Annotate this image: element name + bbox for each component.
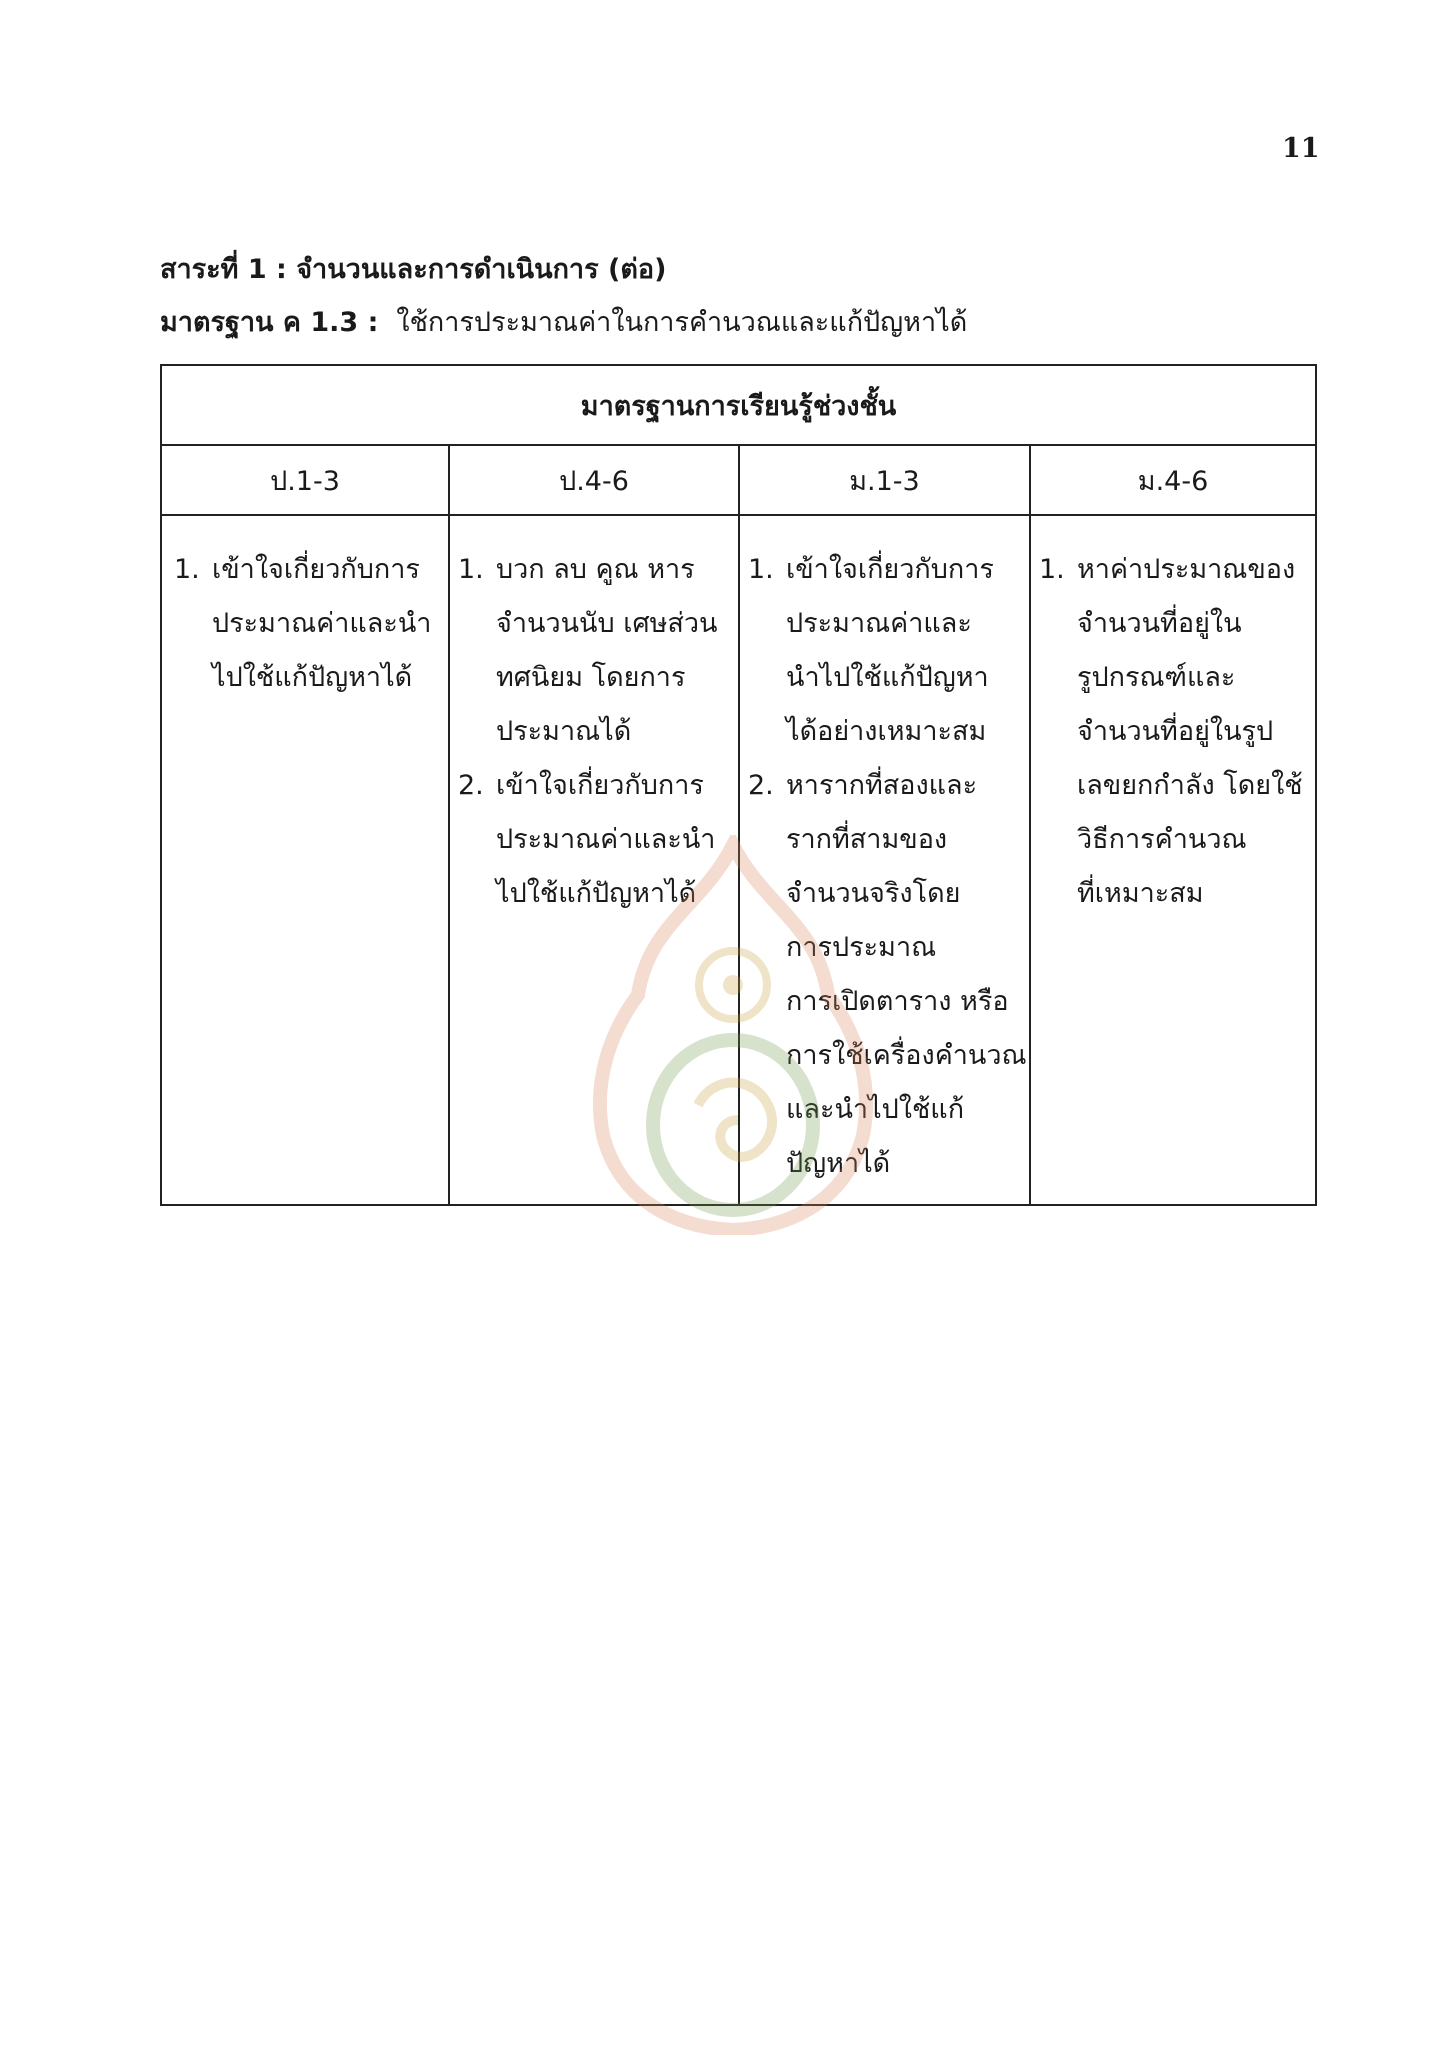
level-header: ป.1-3 [161,445,449,515]
item-text [496,543,738,759]
item-text [212,543,448,705]
page-number: 11 [1282,133,1320,164]
level-header: ม.4-6 [1030,445,1316,515]
item-number: 1. [748,554,774,585]
item-line: ที่เหมาะสม [1077,878,1204,909]
item-list [748,516,1029,1191]
item-line: หาค่าประมาณของ [1077,554,1296,585]
item-text [786,543,1029,759]
item-line: และนำไปใช้แก้ [786,1094,965,1125]
table-title-row [161,365,1316,445]
level-cell [739,515,1030,1205]
strand-heading: สาระที่ 1 : จำนวนและการดำเนินการ (ต่อ) [160,254,667,285]
item-number: 1. [458,554,484,585]
item-line: จำนวนจริงโดย [786,878,961,909]
item-line: เข้าใจเกี่ยวกับการ [786,554,994,585]
learning-standards-table [160,364,1317,1206]
item-line: ไปใช้แก้ปัญหาได้ [212,662,413,693]
standard-label: มาตรฐาน ค 1.3 : [160,307,379,338]
level-header: ป.4-6 [449,445,739,515]
item-text [496,759,738,921]
item-number: 1. [1039,554,1065,585]
standard-heading [160,300,967,343]
list-item [174,543,448,705]
item-line: รูปกรณฑ์และ [1077,662,1236,693]
item-text [786,759,1029,1191]
item-number: 1. [174,554,200,585]
item-line: ประมาณค่าและ [786,608,972,639]
item-line: หารากที่สองและ [786,770,978,801]
item-line: การใช้เครื่องคำนวณ [786,1040,1027,1071]
table-row [161,515,1316,1205]
item-line: ทศนิยม โดยการ [496,662,686,693]
item-list [174,516,448,705]
item-line: จำนวนที่อยู่ในรูป [1077,716,1274,747]
level-header: ม.1-3 [739,445,1030,515]
item-line: ประมาณค่าและนำ [496,824,716,855]
list-item [748,759,1029,1191]
item-number: 2. [458,770,484,801]
item-line: ปัญหาได้ [786,1148,891,1179]
level-cell [161,515,449,1205]
item-line: เข้าใจเกี่ยวกับการ [496,770,704,801]
item-line: การเปิดตาราง หรือ [786,986,1009,1017]
item-line: จำนวนนับ เศษส่วน [496,608,718,639]
item-line: การประมาณ [786,932,937,963]
item-line: เลขยกกำลัง โดยใช้ [1077,770,1303,801]
item-text [1077,543,1315,921]
item-line: รากที่สามของ [786,824,948,855]
table-title: มาตรฐานการเรียนรู้ช่วงชั้น [161,365,1316,445]
list-item [458,543,738,759]
item-line: ประมาณได้ [496,716,632,747]
standard-text: ใช้การประมาณค่าในการคำนวณและแก้ปัญหาได้ [396,307,968,338]
item-line: นำไปใช้แก้ปัญหา [786,662,989,693]
list-item [748,543,1029,759]
item-line: เข้าใจเกี่ยวกับการ [212,554,420,585]
item-line: ได้อย่างเหมาะสม [786,716,987,747]
item-line: บวก ลบ คูณ หาร [496,554,695,585]
item-list [458,516,738,921]
item-line: ไปใช้แก้ปัญหาได้ [496,878,697,909]
level-cell [1030,515,1316,1205]
item-list [1039,516,1315,921]
level-cell [449,515,739,1205]
item-number: 2. [748,770,774,801]
item-line: วิธีการคำนวณ [1077,824,1247,855]
level-header-row [161,445,1316,515]
list-item [458,759,738,921]
item-line: จำนวนที่อยู่ใน [1077,608,1242,639]
item-line: ประมาณค่าและนำ [212,608,432,639]
list-item [1039,543,1315,921]
